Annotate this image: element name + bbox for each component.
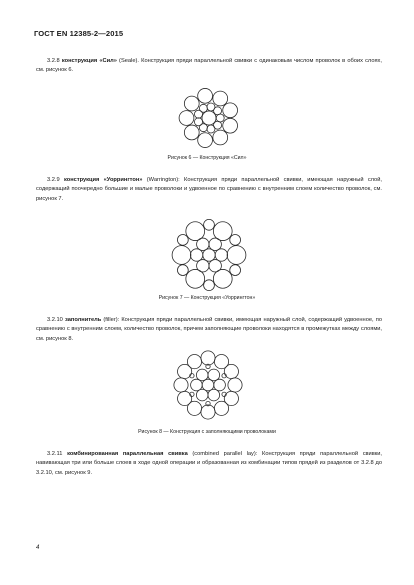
outer-wire — [213, 91, 228, 106]
section-text: (Seale). Конструкция пряди параллельной свивки с одинаковым числом проволок в обоих слоях, см. рисунок 6. — [36, 58, 382, 74]
inner-wire — [215, 249, 227, 261]
inner-wire — [196, 389, 208, 401]
figure-6-seale-strand — [177, 86, 241, 150]
core-wire — [203, 249, 215, 261]
outer-wire — [214, 401, 228, 415]
outer-wire — [187, 355, 201, 369]
outer-small-wire — [204, 280, 215, 291]
outer-wire — [198, 133, 213, 148]
outer-small-wire — [177, 265, 188, 276]
outer-wire — [184, 125, 199, 140]
inner-wire — [214, 379, 226, 391]
inner-wire — [194, 118, 202, 126]
figure-7-caption: Рисунок 7 — Конструкция «Уоррингтон» — [158, 295, 256, 301]
section-number: 3.2.8 — [47, 58, 60, 64]
section-3-2-8 — [36, 57, 382, 76]
outer-large-wire — [172, 246, 191, 265]
section-text: (combined parallel lay): Конструкция пряди параллельной свивки, навивающая три или больше слоев в ходе одной операции и образованная из комбинации типов прядей из разделов от 3.2.8 до 3.2.10, см. рисунок 9. — [36, 451, 383, 476]
outer-wire — [213, 130, 228, 145]
outer-large-wire — [227, 246, 246, 265]
outer-large-wire — [213, 269, 232, 288]
section-number: 3.2.9 — [47, 177, 60, 183]
section-number: 3.2.11 — [47, 451, 63, 457]
outer-wire — [198, 88, 213, 103]
section-3-2-9 — [36, 176, 382, 204]
section-text: (Warrington): Конструкция пряди параллельной свивки, имеющая наружный слой, содержащий поочередно большие и малые проволоки и удвоенное по сравнению с внутренним слоем количество проволок, см. рисунок 7. — [36, 177, 382, 202]
section-term: комбинированная параллельная свивка — [67, 451, 188, 457]
section-number: 3.2.10 — [47, 317, 63, 323]
outer-wire — [224, 364, 238, 378]
page-number: 4 — [36, 545, 40, 551]
inner-wire — [191, 379, 203, 391]
outer-large-wire — [186, 222, 205, 241]
outer-wire — [184, 96, 199, 111]
inner-wire — [214, 107, 222, 115]
figure-7-warrington-strand — [170, 216, 248, 294]
inner-wire — [190, 249, 202, 261]
outer-large-wire — [186, 269, 205, 288]
outer-large-wire — [213, 222, 232, 241]
inner-wire — [208, 389, 220, 401]
outer-wire — [178, 391, 192, 405]
outer-wire — [201, 405, 215, 419]
outer-wire — [201, 351, 215, 365]
inner-wire — [199, 104, 207, 112]
outer-wire — [174, 378, 188, 392]
section-text: (filler): Конструкция пряди параллельной свивки, имеющая наружный слой, содержащий удвоенное, по сравнению с внутренним слоем, количество проволок, причем заполняющие проволоки находятся в промежутках между слоями, см. рисунок 8. — [36, 317, 382, 342]
section-term: заполнитель — [64, 317, 102, 323]
section-3-2-11 — [36, 450, 382, 478]
outer-small-wire — [177, 235, 188, 246]
outer-small-wire — [230, 265, 241, 276]
outer-wire — [223, 103, 238, 118]
figure-8-caption: Рисунок 8 — Конструкция с заполняющими проволоками — [138, 429, 276, 435]
inner-wire — [196, 369, 208, 381]
outer-wire — [179, 111, 194, 126]
inner-wire — [208, 369, 220, 381]
core-wire — [202, 379, 214, 391]
outer-small-wire — [204, 219, 215, 230]
outer-small-wire — [230, 235, 241, 246]
figure-8-filler-strand — [173, 350, 243, 420]
section-3-2-10 — [36, 316, 382, 344]
figure-6-caption: Рисунок 6 — Конструкция «Сил» — [167, 155, 247, 161]
section-term: конструкция «Уоррингтон» — [63, 177, 143, 183]
inner-wire — [216, 114, 224, 122]
outer-wire — [223, 118, 238, 133]
outer-wire — [228, 378, 242, 392]
section-term: конструкция «Сил» — [61, 58, 117, 64]
standard-header: ГОСТ EN 12385-2—2015 — [34, 29, 124, 38]
inner-wire — [207, 125, 215, 133]
